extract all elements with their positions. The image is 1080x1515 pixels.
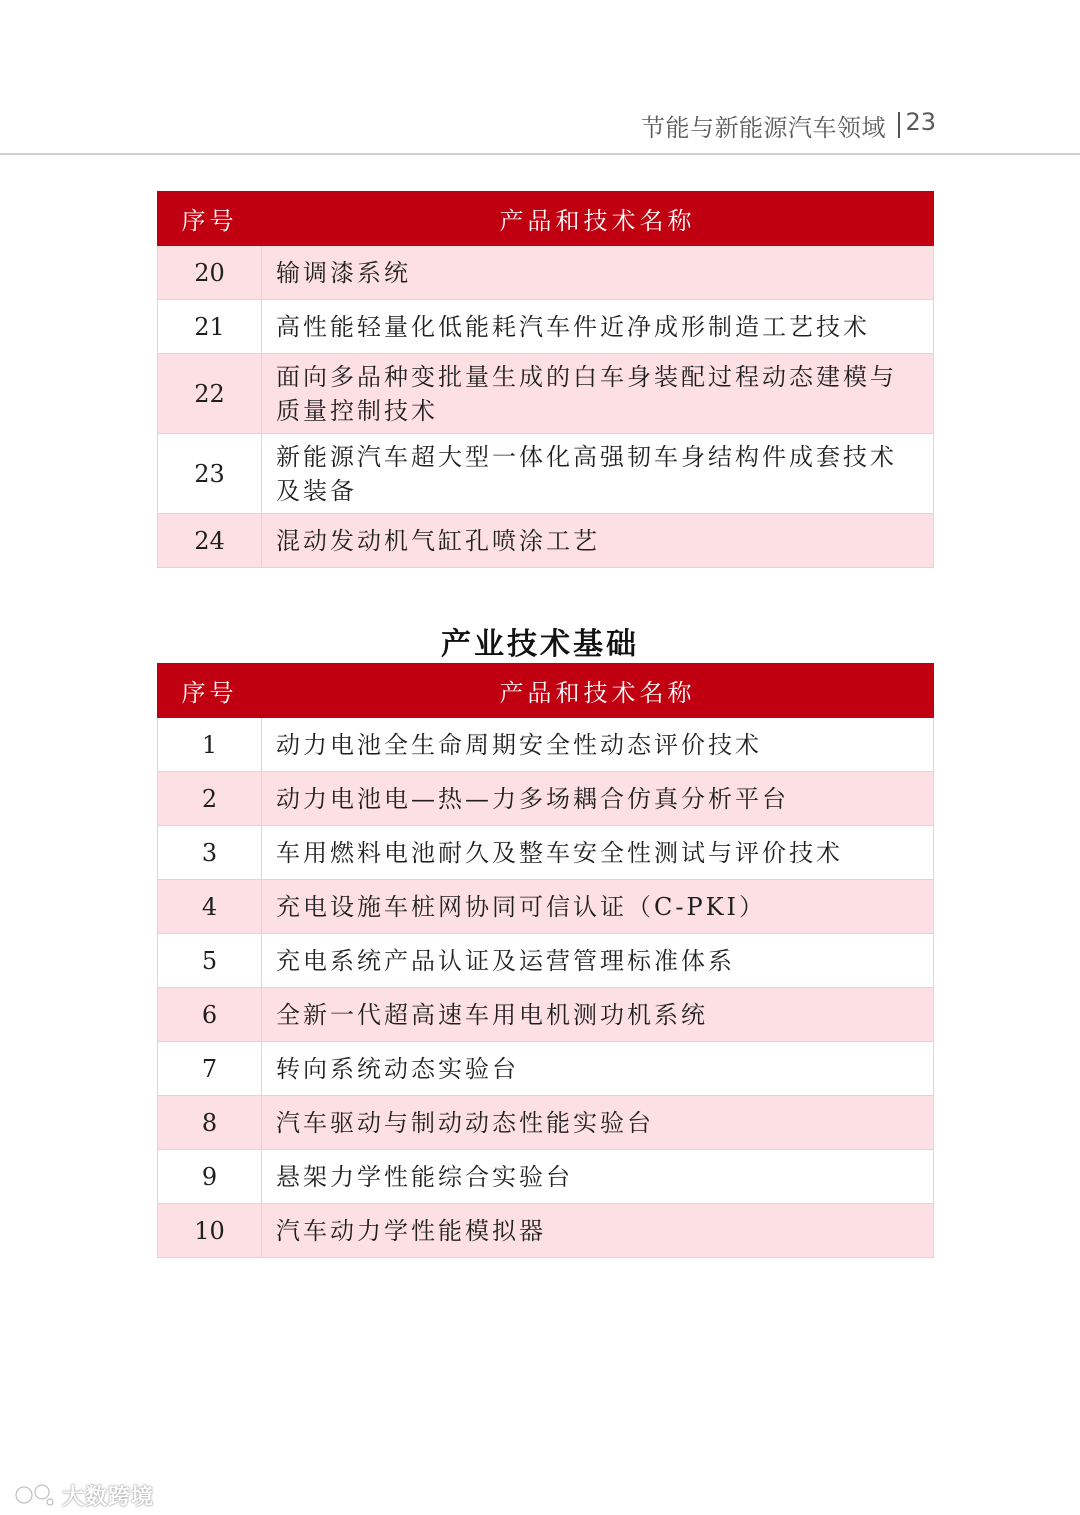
column-header-index: 序号 [158,664,262,718]
table-row [158,1150,934,1204]
row-index: 7 [158,1042,262,1096]
row-name: 汽车驱动与制动动态性能实验台 [262,1096,934,1150]
tech-table-1 [157,191,933,568]
column-header-name: 产品和技术名称 [262,192,934,246]
table-row [158,1096,934,1150]
row-name: 转向系统动态实验台 [262,1042,934,1096]
table-row [158,988,934,1042]
table-header-row [158,192,934,246]
watermark-text: 大数跨境 [62,1484,155,1510]
column-header-name: 产品和技术名称 [262,664,934,718]
tech-table-1-grid [157,191,934,568]
row-index: 20 [158,246,262,300]
row-name: 动力电池电—热—力多场耦合仿真分析平台 [262,772,934,826]
tech-table-2-grid [157,663,934,1258]
row-index: 21 [158,300,262,354]
row-index: 3 [158,826,262,880]
table-row [158,718,934,772]
row-name: 充电系统产品认证及运营管理标准体系 [262,934,934,988]
table-header-row [158,664,934,718]
row-index: 4 [158,880,262,934]
row-name: 混动发动机气缸孔喷涂工艺 [262,514,934,568]
row-name: 悬架力学性能综合实验台 [262,1150,934,1204]
row-index: 23 [158,434,262,514]
table-row [158,354,934,434]
table-row [158,246,934,300]
row-index: 9 [158,1150,262,1204]
table-row [158,1204,934,1258]
row-name: 全新一代超高速车用电机测功机系统 [262,988,934,1042]
row-index: 10 [158,1204,262,1258]
row-name: 汽车动力学性能模拟器 [262,1204,934,1258]
table-row [158,880,934,934]
section-title: 产业技术基础 [441,627,639,662]
page-header [0,0,1080,155]
header-title: 节能与新能源汽车领域 [641,114,886,142]
table-row [158,1042,934,1096]
row-index: 5 [158,934,262,988]
table-row [158,434,934,514]
row-name: 新能源汽车超大型一体化高强韧车身结构件成套技术及装备 [262,434,934,514]
page-number: 23 [905,108,936,136]
row-name: 高性能轻量化低能耗汽车件近净成形制造工艺技术 [262,300,934,354]
tech-table-2 [157,663,933,1258]
row-index: 8 [158,1096,262,1150]
row-index: 2 [158,772,262,826]
header-separator [898,112,900,138]
table-row [158,934,934,988]
row-name: 面向多品种变批量生成的白车身装配过程动态建模与质量控制技术 [262,354,934,434]
row-index: 24 [158,514,262,568]
table-row [158,826,934,880]
row-index: 6 [158,988,262,1042]
row-name: 车用燃料电池耐久及整车安全性测试与评价技术 [262,826,934,880]
row-index: 22 [158,354,262,434]
table-row [158,300,934,354]
chain-logo-icon [12,1480,56,1510]
watermark [12,1478,154,1512]
column-header-index: 序号 [158,192,262,246]
row-name: 充电设施车桩网协同可信认证（C-PKI） [262,880,934,934]
row-name: 输调漆系统 [262,246,934,300]
table-row [158,514,934,568]
row-index: 1 [158,718,262,772]
table-row [158,772,934,826]
row-name: 动力电池全生命周期安全性动态评价技术 [262,718,934,772]
